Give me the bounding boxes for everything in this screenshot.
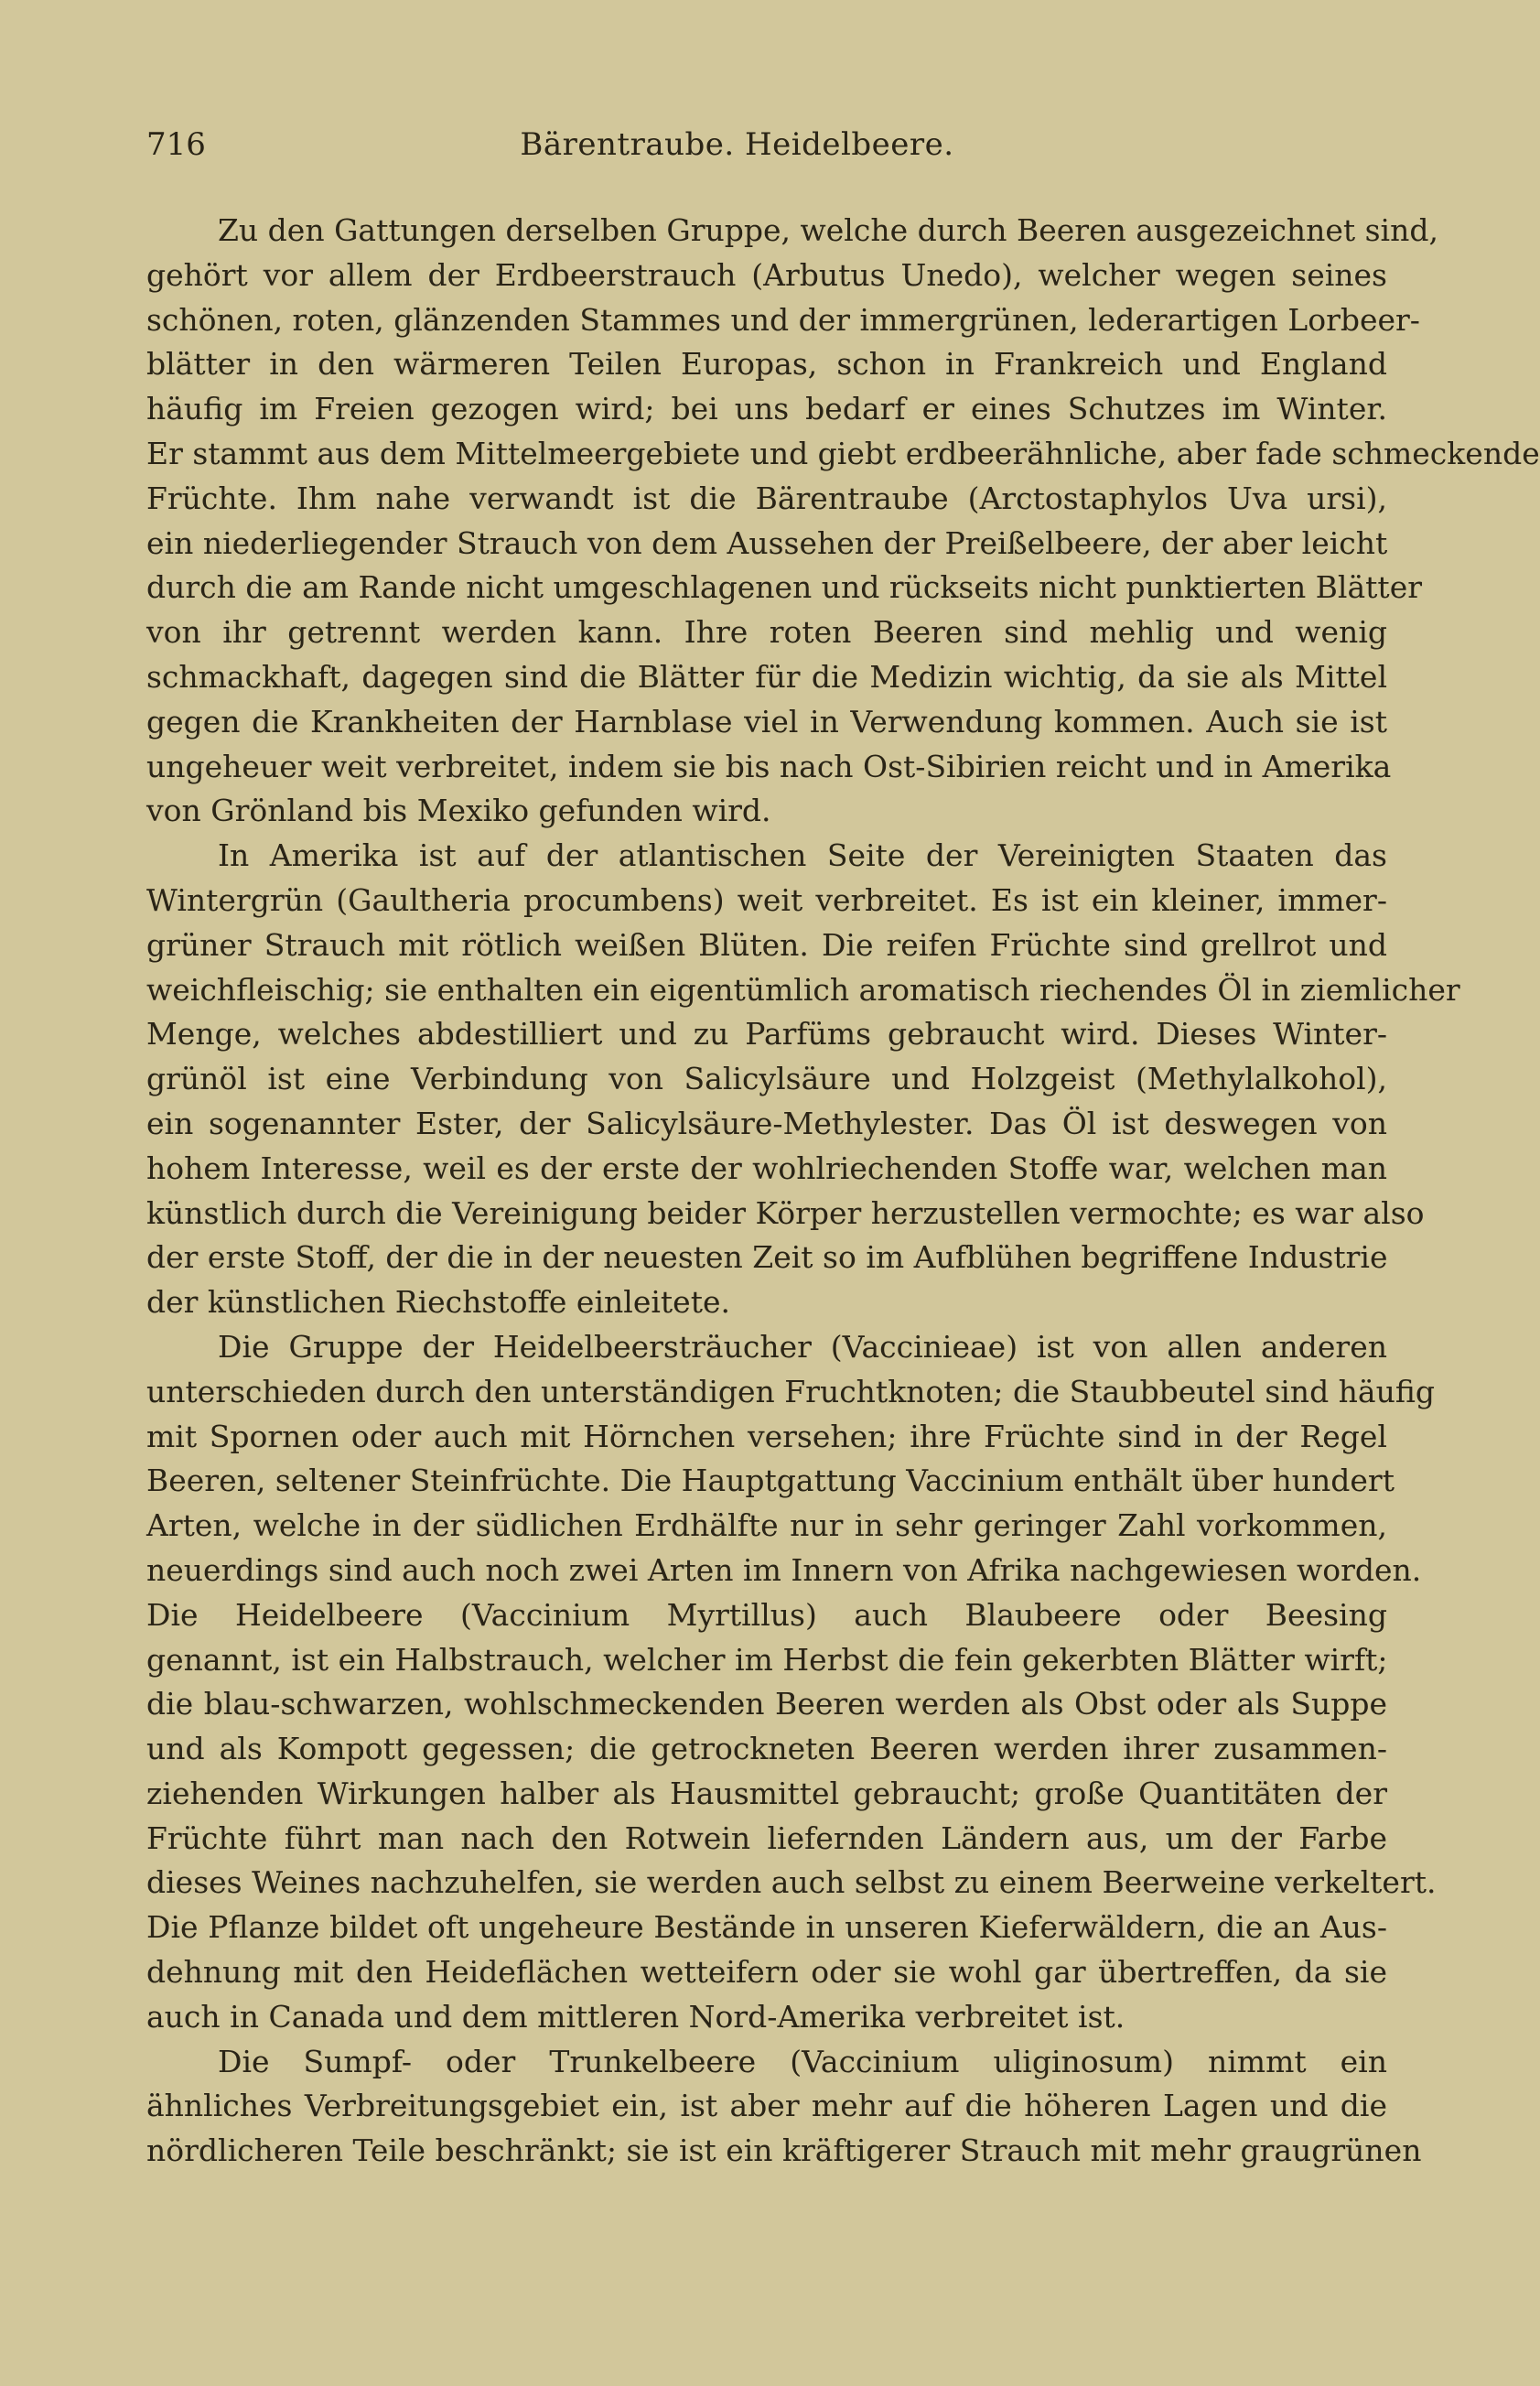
page-header — [0, 126, 1474, 170]
text-line: schönen, roten, glänzenden Stammes und der immergrünen, lederartigen Lorbeer- — [146, 301, 1420, 338]
text-line: dieses Weines nachzuhelfen, sie werden auch selbst zu einem Beerweine verkeltert. — [146, 1864, 1437, 1901]
text-line: grünöl ist eine Verbindung von Salicylsäure und Holzgeist (Methylalkohol), — [146, 1061, 1387, 1097]
text-line: dehnung mit den Heideflächen wetteifern oder sie wohl gar übertreffen, da sie — [146, 1954, 1387, 1991]
page-number: 716 — [146, 126, 206, 163]
text-line: ein sogenannter Ester, der Salicylsäure-Methylester. Das Öl ist deswegen von — [146, 1105, 1387, 1141]
text-line: von Grönland bis Mexiko gefunden wird. — [146, 793, 771, 829]
text-line: und als Kompott gegessen; die getrockneten Beeren werden ihrer zusammen- — [146, 1731, 1387, 1767]
text-line: von ihr getrennt werden kann. Ihre roten Beeren sind mehlig und wenig — [146, 614, 1387, 651]
text-line: künstlich durch die Vereinigung beider Körper herzustellen vermochte; es war also — [146, 1194, 1425, 1231]
text-line: unterschieden durch den unterständigen Fruchtknoten; die Staubbeutel sind häufig — [146, 1373, 1435, 1409]
text-line: hohem Interesse, weil es der erste der wohlriechenden Stoffe war, welchen man — [146, 1150, 1387, 1186]
text-line: Menge, welches abdestilliert und zu Parfüms gebraucht wird. Dieses Winter- — [146, 1016, 1387, 1053]
text-line: Früchte führt man nach den Rotwein liefernden Ländern aus, um der Farbe — [146, 1819, 1387, 1856]
text-line: durch die am Rande nicht umgeschlagenen und rückseits nicht punktierten Blätter — [146, 569, 1422, 606]
text-line: Er stammt aus dem Mittelmeergebiete und giebt erdbeerähnliche, aber fade schmeckende — [146, 435, 1540, 471]
text-line: ungeheuer weit verbreitet, indem sie bis nach Ost-Sibirien reicht und in Amerika — [146, 748, 1392, 784]
text-line: Zu den Gattungen derselben Gruppe, welche durch Beeren ausgezeichnet sind, — [218, 212, 1438, 248]
text-line: der künstlichen Riechstoffe einleitete. — [146, 1284, 730, 1321]
body-text — [146, 209, 1540, 2174]
text-line: Wintergrün (Gaultheria procumbens) weit verbreitet. Es ist ein kleiner, immer- — [146, 881, 1387, 918]
text-line: Die Pflanze bildet oft ungeheure Bestände in unseren Kieferwäldern, die an Aus- — [146, 1909, 1387, 1946]
text-line: ähnliches Verbreitungsgebiet ein, ist aber mehr auf die höheren Lagen und die — [146, 2088, 1387, 2124]
text-line: nördlicheren Teile beschränkt; sie ist ein kräftigerer Strauch mit mehr graugrünen — [146, 2132, 1422, 2169]
text-line: weichfleischig; sie enthalten ein eigentümlich aromatisch riechendes Öl in ziemlicher — [146, 971, 1460, 1008]
text-line: Früchte. Ihm nahe verwandt ist die Bärentraube (Arctostaphylos Uva ursi), — [146, 480, 1387, 516]
text-line: genannt, ist ein Halbstrauch, welcher im Herbst die fein gekerbten Blätter wirft; — [146, 1641, 1388, 1678]
text-line: Die Heidelbeere (Vaccinium Myrtillus) auch Blaubeere oder Beesing — [146, 1596, 1387, 1633]
text-line: auch in Canada und dem mittleren Nord-Amerika verbreitet ist. — [146, 1998, 1125, 2035]
text-line: Die Gruppe der Heidelbeersträucher (Vaccinieae) ist von allen anderen — [218, 1328, 1387, 1365]
text-line: der erste Stoff, der die in der neuesten Zeit so im Aufblühen begriffene Industrie — [146, 1239, 1388, 1276]
text-line: schmackhaft, dagegen sind die Blätter für die Medizin wichtig, da sie als Mittel — [146, 658, 1387, 695]
running-title: Bärentraube. Heidelbeere. — [520, 126, 954, 163]
text-line: Arten, welche in der südlichen Erdhälfte nur in sehr geringer Zahl vorkommen, — [146, 1507, 1387, 1544]
text-line: die blau-schwarzen, wohlschmeckenden Beeren werden als Obst oder als Suppe — [146, 1686, 1387, 1722]
text-line: ein niederliegender Strauch von dem Aussehen der Preißelbeere, der aber leicht — [146, 524, 1388, 561]
text-line: häufig im Freien gezogen wird; bei uns bedarf er eines Schutzes im Winter. — [146, 391, 1387, 427]
text-line: Die Sumpf- oder Trunkelbeere (Vaccinium uliginosum) nimmt ein — [218, 2043, 1387, 2079]
text-line: Beeren, seltener Steinfrüchte. Die Hauptgattung Vaccinium enthält über hundert — [146, 1463, 1395, 1499]
text-line: neuerdings sind auch noch zwei Arten im Innern von Afrika nachgewiesen worden. — [146, 1551, 1422, 1588]
text-line: gegen die Krankheiten der Harnblase viel in Verwendung kommen. Auch sie ist — [146, 703, 1387, 740]
text-line: grüner Strauch mit rötlich weißen Blüten. Die reifen Früchte sind grellrot und — [146, 926, 1387, 963]
text-line: In Amerika ist auf der atlantischen Seite der Vereinigten Staaten das — [218, 837, 1387, 874]
text-line: blätter in den wärmeren Teilen Europas, schon in Frankreich und England — [146, 346, 1387, 383]
text-line: ziehenden Wirkungen halber als Hausmittel gebraucht; große Quantitäten der — [146, 1775, 1387, 1811]
text-line: gehört vor allem der Erdbeerstrauch (Arbutus Unedo), welcher wegen seines — [146, 256, 1387, 293]
text-line: mit Spornen oder auch mit Hörnchen versehen; ihre Früchte sind in der Regel — [146, 1418, 1387, 1454]
